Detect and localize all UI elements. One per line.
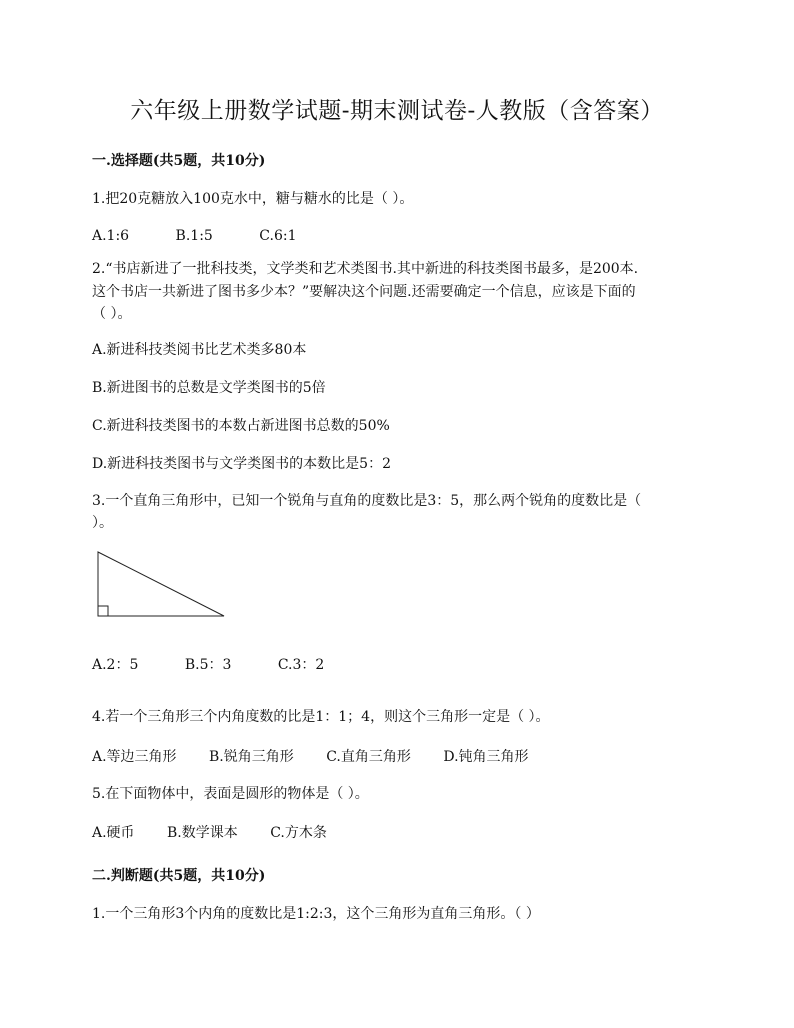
judgment-question-1-text: 1.一个三角形3个内角的度数比是1:2:3，这个三角形为直角三角形。（ ） (92, 906, 540, 922)
question-2-option-d: D.新进科技类图书与文学类图书的本数比是5：2 (92, 456, 391, 472)
question-2-line-3: （ ）。 (92, 306, 132, 322)
question-3-option-c: C.3：2 (277, 657, 325, 673)
question-1-option-c: C.6:1 (259, 228, 297, 244)
question-5-option-a: A.硬币 (92, 825, 135, 841)
question-4-option-c: C.直角三角形 (326, 749, 411, 765)
triangle-shape (98, 552, 224, 616)
question-4-option-b: B.锐角三角形 (209, 749, 294, 765)
question-4-options (92, 746, 529, 766)
question-2-option-c: C.新进科技类图书的本数占新进图书总数的50% (92, 418, 390, 434)
question-2-option-a: A.新进科技类阅书比艺术类多80本 (92, 342, 307, 358)
question-5-option-b: B.数学课本 (167, 825, 238, 841)
question-3-option-a: A.2：5 (92, 657, 139, 673)
question-5-text: 5.在下面物体中，表面是圆形的物体是（ ）。 (92, 786, 369, 802)
question-4-option-d: D.钝角三角形 (443, 749, 529, 765)
question-4-text: 4.若一个三角形三个内角度数的比是1：1；4，则这个三角形一定是（ ）。 (92, 709, 550, 725)
question-4-option-a: A.等边三角形 (92, 749, 177, 765)
question-3-options (92, 654, 324, 674)
question-3-line-2: ）。 (92, 515, 113, 531)
question-1-option-a: A.1:6 (92, 228, 130, 244)
question-3-option-b: B.5：3 (184, 657, 232, 673)
question-3-line-1: 3.一个直角三角形中，已知一个锐角与直角的度数比是3：5，那么两个锐角的度数比是（ (92, 493, 642, 509)
section-heading-choice: 一.选择题(共5题，共10分) (92, 153, 266, 169)
right-angle-mark (98, 606, 108, 616)
question-2-option-b: B.新进图书的总数是文学类图书的5倍 (92, 380, 326, 396)
question-2-line-1: 2.“书店新进了一批科技类，文学类和艺术类图书.其中新进的科技类图书最多，是200本. (92, 261, 639, 277)
question-1-options (92, 228, 296, 244)
question-2-line-2: 这个书店一共新进了图书多少本？”要解决这个问题.还需要确定一个信息，应该是下面的 (92, 284, 636, 300)
question-5-options (92, 822, 327, 842)
right-triangle-figure (92, 548, 232, 620)
section-heading-judgment: 二.判断题(共5题，共10分) (92, 868, 266, 884)
question-1-option-b: B.1:5 (175, 228, 213, 244)
question-1-text: 1.把20克糖放入100克水中，糖与糖水的比是（ ）。 (92, 191, 414, 207)
page-title: 六年级上册数学试题-期末测试卷-人教版（含答案） (130, 98, 664, 124)
question-5-option-c: C.方木条 (270, 825, 327, 841)
